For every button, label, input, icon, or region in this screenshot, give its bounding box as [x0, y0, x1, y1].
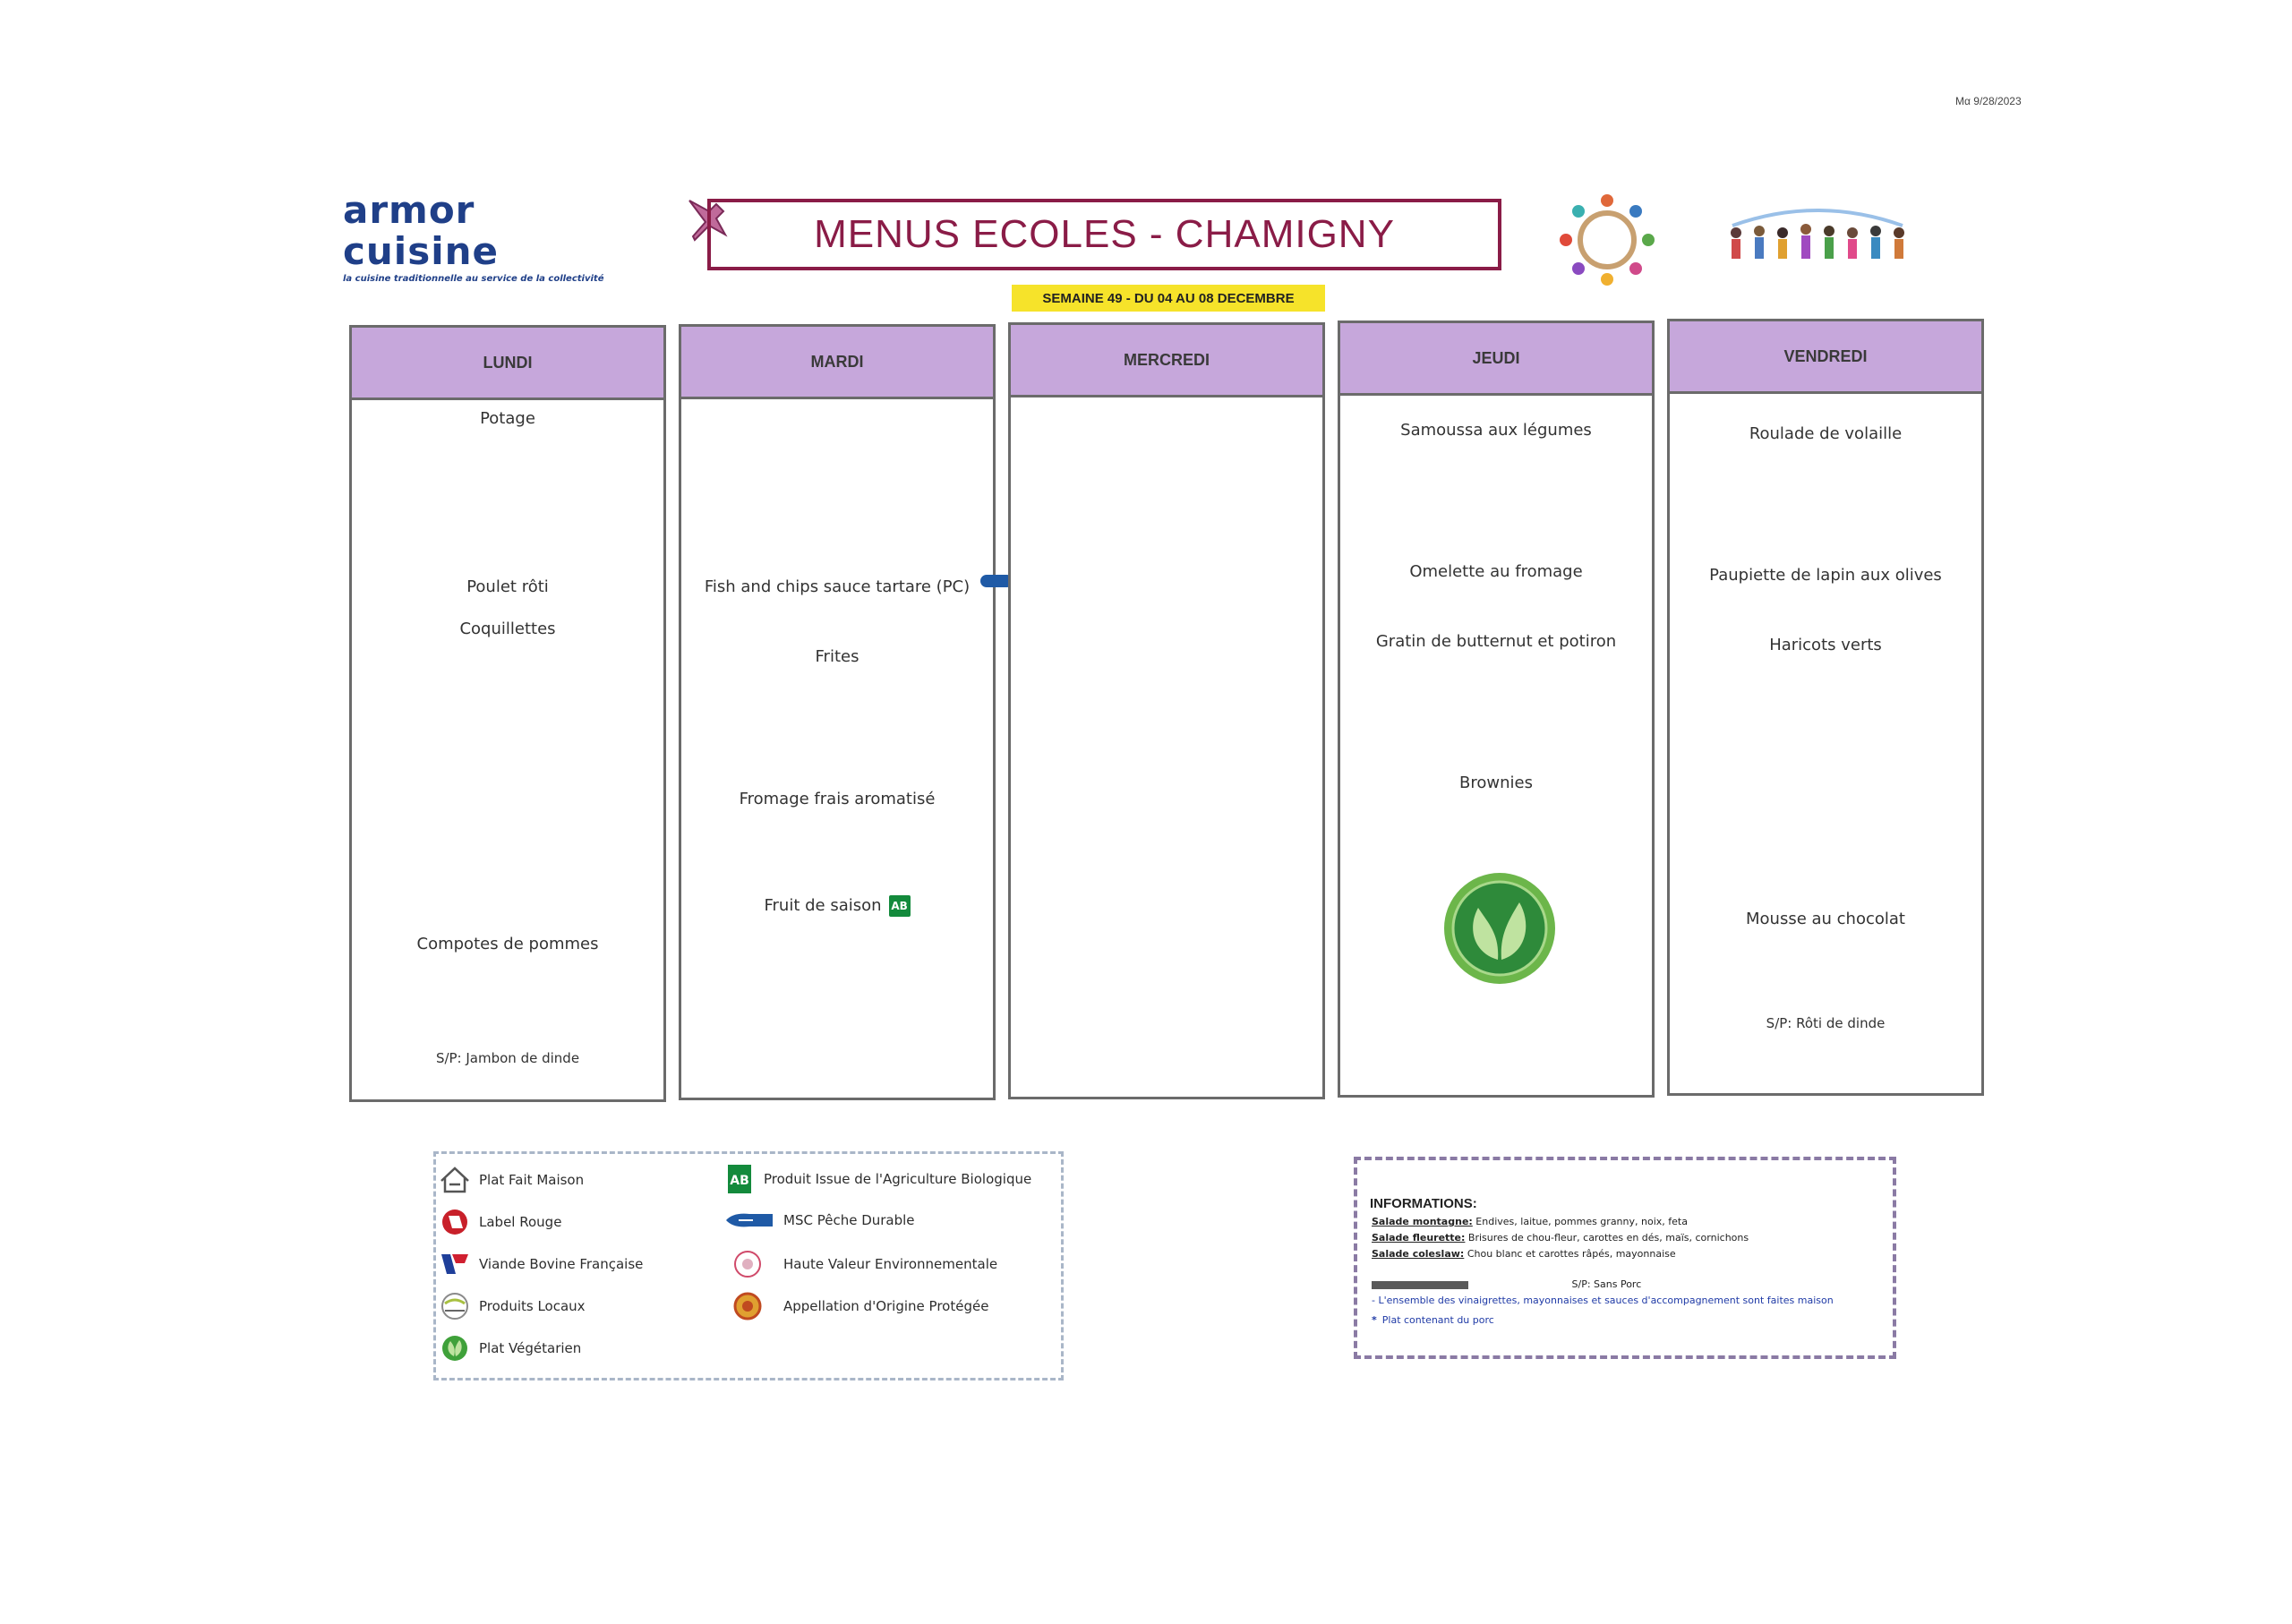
- dish: Frites: [815, 647, 860, 666]
- legend-label: Produits Locaux: [479, 1298, 586, 1314]
- legend-label: Plat Fait Maison: [479, 1172, 585, 1188]
- dish: Mousse au chocolat: [1746, 910, 1905, 928]
- dish: Samoussa aux légumes: [1400, 421, 1592, 440]
- bio-ab-icon: AB: [889, 895, 911, 917]
- sauces-note: - L'ensemble des vinaigrettes, mayonnaises et sauces d'accompagnement sont faites maison: [1372, 1295, 1834, 1306]
- dish: Omelette au fromage: [1409, 562, 1583, 581]
- redacted-text: [1372, 1281, 1468, 1289]
- legend-item: [723, 1249, 997, 1279]
- legend-item: [438, 1291, 586, 1321]
- dish-alternative: S/P: Rôti de dinde: [1766, 1015, 1886, 1031]
- brand-logo: [343, 190, 629, 284]
- salad-line: Salade montagne: Endives, laitue, pommes granny, noix, feta: [1372, 1216, 1688, 1227]
- day-header: LUNDI: [352, 328, 663, 400]
- pork-note: * Plat contenant du porc: [1372, 1314, 1494, 1326]
- legend-item: [438, 1249, 643, 1279]
- brand-name: armor cuisine: [343, 188, 499, 273]
- day-column-jeudi: [1338, 321, 1655, 1098]
- dish: Brownies: [1459, 774, 1533, 792]
- legend-label: MSC Pêche Durable: [783, 1212, 915, 1228]
- children-circle-icon: [1553, 190, 1661, 288]
- day-body: [1670, 394, 1981, 1166]
- vegetarian-icon: [438, 1333, 472, 1363]
- sp-line: S/P: Sans Porc: [1372, 1278, 1641, 1290]
- information-box: [1354, 1157, 1896, 1359]
- day-header: MARDI: [681, 327, 993, 399]
- brand-tagline: la cuisine traditionnelle au service de la collectivité: [343, 274, 604, 284]
- dish: Potage: [480, 409, 535, 428]
- salad-line: Salade coleslaw: Chou blanc et carottes râpés, mayonnaise: [1372, 1248, 1676, 1260]
- label-rouge-icon: [438, 1207, 472, 1237]
- menu-title: MENUS ECOLES - CHAMIGNY: [814, 212, 1395, 256]
- pork-asterisk: *: [1372, 1314, 1377, 1326]
- legend-label: Label Rouge: [479, 1214, 562, 1230]
- legend-item: [723, 1163, 1031, 1195]
- legend-label: Viande Bovine Française: [479, 1256, 644, 1272]
- legend-item: [723, 1207, 915, 1234]
- legend-item: [438, 1207, 561, 1237]
- salad-line: Salade fleurette: Brisures de chou-fleur, carottes en dés, maïs, cornichons: [1372, 1232, 1749, 1244]
- day-body: [352, 400, 663, 1172]
- day-header: JEUDI: [1340, 323, 1652, 396]
- aop-icon: [723, 1291, 776, 1321]
- dish: Poulet rôti: [466, 577, 549, 596]
- dish-with-bio: [681, 895, 993, 917]
- dish: Paupiette de lapin aux olives: [1709, 566, 1942, 585]
- day-column-vendredi: [1667, 319, 1984, 1096]
- dish: Fromage frais aromatisé: [739, 790, 936, 808]
- day-header: VENDREDI: [1670, 321, 1981, 394]
- dish: Coquillettes: [459, 620, 556, 638]
- dish: Haricots verts: [1769, 636, 1882, 654]
- day-column-mardi: [679, 324, 996, 1100]
- dish: Fish and chips sauce tartare (PC): [704, 577, 971, 596]
- hve-icon: [723, 1249, 776, 1279]
- french-beef-icon: [438, 1249, 472, 1279]
- day-header: MERCREDI: [1011, 325, 1322, 397]
- dish: Compotes de pommes: [416, 935, 599, 953]
- dish: Gratin de butternut et potiron: [1375, 632, 1617, 651]
- svg-text:AB: AB: [730, 1174, 749, 1188]
- info-title: INFORMATIONS:: [1370, 1196, 1477, 1211]
- dish: Roulade de volaille: [1749, 424, 1903, 443]
- legend-box: [433, 1151, 1064, 1380]
- day-body: [1340, 396, 1652, 1167]
- legend-label: Appellation d'Origine Protégée: [783, 1298, 989, 1314]
- day-column-lundi: [349, 325, 666, 1102]
- dish-alternative: S/P: Jambon de dinde: [435, 1050, 580, 1066]
- week-banner: SEMAINE 49 - DU 04 AU 08 DECEMBRE: [1012, 285, 1325, 312]
- vegetarian-leaf-icon: [1437, 870, 1562, 987]
- legend-item: [438, 1333, 581, 1363]
- day-body: [681, 399, 993, 1170]
- msc-icon: [723, 1207, 776, 1234]
- children-row-icon: [1723, 199, 1911, 270]
- legend-label: Plat Végétarien: [479, 1340, 582, 1356]
- print-date-stamp: Mα 9/28/2023: [1955, 95, 2022, 107]
- dish-label: Fruit de saison: [764, 896, 882, 915]
- day-body: [1011, 397, 1322, 1169]
- house-icon: [438, 1165, 472, 1195]
- legend-label: Haute Valeur Environnementale: [783, 1256, 998, 1272]
- bio-ab-icon: [723, 1163, 757, 1195]
- day-column-mercredi: [1008, 322, 1325, 1099]
- legend-label: Produit Issue de l'Agriculture Biologique: [764, 1171, 1032, 1187]
- menu-title-box: [707, 199, 1501, 270]
- legend-item: [723, 1291, 988, 1321]
- legend-item: [438, 1165, 584, 1195]
- local-products-icon: [438, 1291, 472, 1321]
- msc-fish-icon: [980, 575, 1009, 587]
